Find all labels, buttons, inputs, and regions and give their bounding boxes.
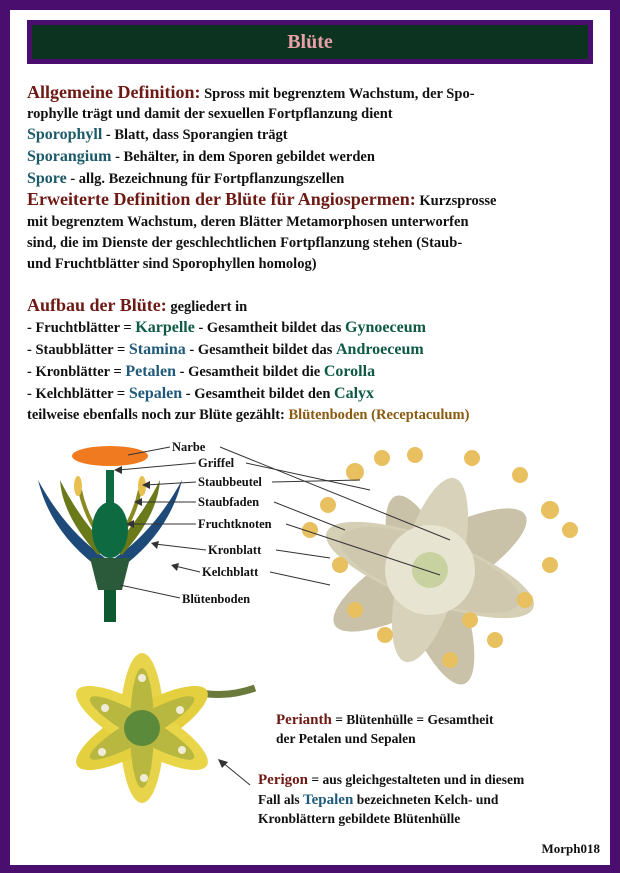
aufbau-item-pre: - Fruchtblätter = bbox=[27, 320, 136, 336]
def-erweitert-text3: sind, die im Dienste der geschlechtlichen Fortpflanzung stehen (Staub- bbox=[27, 235, 463, 251]
label-bluetenboden: Blütenboden bbox=[182, 592, 251, 606]
aufbau-note-term2: Receptaculum bbox=[375, 407, 465, 423]
label-staubbeutel: Staubbeutel bbox=[198, 475, 262, 489]
def-sporophyll-text: - Blatt, dass Sporangien trägt bbox=[102, 127, 288, 143]
label-narbe: Narbe bbox=[172, 440, 206, 454]
def-allgemein-text2: rophylle trägt und damit der sexuellen Fortpflanzung dient bbox=[27, 106, 393, 122]
photo-flower-yellow bbox=[66, 653, 255, 803]
def-sporophyll-term: Sporophyll bbox=[27, 126, 103, 143]
label-griffel: Griffel bbox=[198, 456, 235, 470]
aufbau-item-pre: - Kronblätter = bbox=[27, 364, 126, 380]
perigon-text2-term: Tepalen bbox=[303, 792, 354, 808]
def-erweitert-term: Erweiterte Definition der Blüte für Angiospermen: bbox=[27, 189, 416, 209]
label-kelchblatt: Kelchblatt bbox=[202, 565, 259, 579]
def-spore-term: Spore bbox=[27, 170, 67, 187]
label-staubfaden: Staubfaden bbox=[198, 495, 260, 509]
def-allgemein-text1: Spross mit begrenztem Wachstum, der Spo- bbox=[204, 86, 475, 102]
aufbau-item-term: Stamina bbox=[128, 341, 186, 358]
content-card bbox=[10, 10, 610, 865]
schematic-flower bbox=[38, 446, 182, 622]
aufbau-note-pre: teilweise ebenfalls noch zur Blüte gezählt: bbox=[27, 407, 289, 423]
stamen-left-anther bbox=[74, 476, 82, 496]
aufbau-item-whole: Corolla bbox=[323, 363, 376, 380]
aufbau-item-mid: - Gesamtheit bildet das bbox=[194, 320, 346, 336]
style bbox=[106, 470, 114, 510]
perigon-text2-post: bezeichneten Kelch- und bbox=[353, 792, 499, 807]
stigma bbox=[72, 446, 148, 466]
perigon-text1: = aus gleichgestalteten und in diesem bbox=[308, 772, 525, 787]
perianth-term: Perianth bbox=[276, 712, 332, 728]
aufbau-item-term: Karpelle bbox=[135, 319, 195, 336]
def-sporangium-term: Sporangium bbox=[27, 148, 112, 165]
perianth-text2: der Petalen und Sepalen bbox=[276, 731, 416, 746]
perigon-line1 bbox=[258, 770, 524, 790]
aufbau-item-mid: - Gesamtheit bildet den bbox=[182, 386, 335, 402]
aufbau-item-term: Sepalen bbox=[128, 385, 183, 402]
perigon-term: Perigon bbox=[258, 772, 308, 788]
def-erweitert-text4: und Fruchtblätter sind Sporophyllen homolog) bbox=[27, 256, 317, 272]
aufbau-item-whole: Gynoeceum bbox=[345, 319, 426, 336]
receptacle bbox=[90, 558, 130, 590]
perigon-line2 bbox=[258, 790, 498, 810]
label-fruchtknoten: Fruchtknoten bbox=[198, 517, 272, 531]
label-kronblatt: Kronblatt bbox=[208, 543, 262, 557]
aufbau-note-term: Blütenboden bbox=[288, 407, 368, 423]
perigon-text2-pre: Fall als bbox=[258, 792, 304, 807]
perigon-text3: Kronblättern gebildete Blütenhülle bbox=[258, 811, 461, 826]
perianth-line1 bbox=[276, 710, 493, 730]
def-erweitert-text1: Kurzsprosse bbox=[415, 193, 497, 209]
aufbau-note-paren-open: ( bbox=[367, 407, 376, 423]
aufbau-item-term: Petalen bbox=[125, 363, 176, 380]
aufbau-note-paren-close: ) bbox=[464, 407, 470, 423]
aufbau-item-mid: - Gesamtheit bildet das bbox=[185, 342, 336, 358]
aufbau-item-mid: - Gesamtheit bildet die bbox=[176, 364, 324, 380]
page-title: Blüte bbox=[287, 30, 333, 53]
perianth-text1: = Blütenhülle = Gesamtheit bbox=[331, 712, 494, 727]
def-sporangium-text: - Behälter, in dem Sporen gebildet werden bbox=[111, 149, 375, 165]
aufbau-heading-rest: gegliedert in bbox=[166, 299, 248, 315]
def-spore-text: - allg. Bezeichnung für Fortpflanzungszellen bbox=[66, 171, 345, 187]
aufbau-item-whole: Calyx bbox=[334, 385, 375, 402]
footer-code: Morph018 bbox=[541, 841, 600, 856]
aufbau-item-whole: Androeceum bbox=[336, 341, 424, 358]
def-erweitert-text2: mit begrenztem Wachstum, deren Blätter Metamorphosen unterworfen bbox=[27, 214, 469, 230]
aufbau-item-pre: - Kelchblätter = bbox=[27, 386, 129, 402]
aufbau-heading: Aufbau der Blüte: bbox=[27, 295, 167, 315]
def-allgemein-term: Allgemeine Definition: bbox=[27, 82, 201, 102]
aufbau-item-pre: - Staubblätter = bbox=[27, 342, 129, 358]
ovary bbox=[92, 502, 128, 558]
